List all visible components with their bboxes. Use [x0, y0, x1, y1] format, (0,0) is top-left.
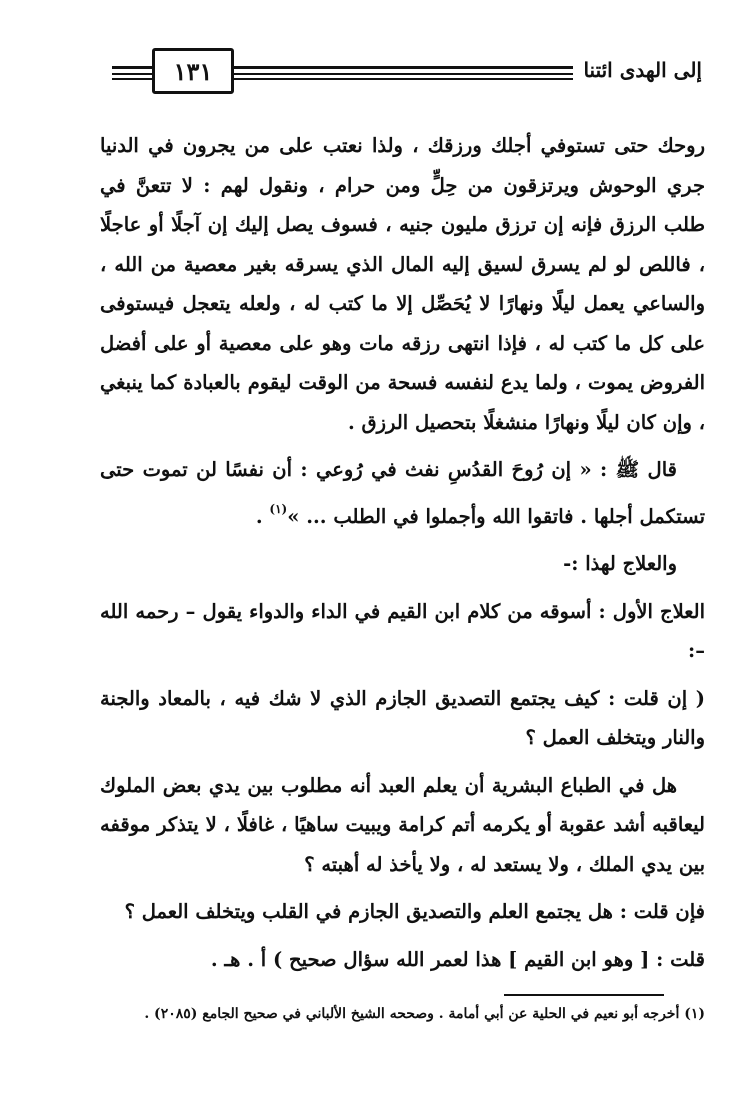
page-number: ١٣١ — [152, 48, 234, 94]
quote-paragraph: هل في الطباع البشرية أن يعلم العبد أنه مطلوب بين يدي بعض الملوك ليعاقبه أشد عقوبة أو يكرمه أتم كرامة ويبيت ساهيًا ، غافلًا ، لا يتذكر موقفه بين يدي الملك ، ولا يستعد له ، ولا يأخذ له أهبته ؟ — [100, 773, 705, 876]
cure-heading: والعلاج لهذا :- — [563, 552, 677, 575]
running-title: إلى الهدى ائتنا — [573, 58, 702, 82]
paragraph: روحك حتى تستوفي أجلك ورزقك ، ولذا نعتب على من يجرون في الدنيا جري الوحوش ويرتزقون من حِلٍّ ومن حرام ، ونقول لهم : لا تتعنَّ في طلب الرزق فإنه إن ترزق مليون جنيه ، فسوف يصل إليك إن آجلًا أو عاجلًا ، فاللص لو لم يسرق لسيق إليه المال الذي يسرقه بغير معصية من الله ، والساعي يعمل ليلًا ونهارًا لا يُحَصِّل إلا ما كتب له ، ولعله يتعجل فيستوفى على كل ما كتب له ، فإذا انتهى رزقه مات وهو على معصية أو على أفضل الفروض يموت ، ولما يدع لنفسه فسحة من الوقت ليقوم بالعبادة كما ينبغي ، وإن كان ليلًا ونهارًا منشغلًا بتحصيل الرزق . — [100, 134, 705, 434]
cure-first: العلاج الأول : أسوقه من كلام ابن القيم في الداء والدواء يقول – رحمه الله –: — [100, 599, 705, 662]
hadith-end: . — [255, 504, 270, 528]
main-text — [100, 126, 705, 979]
footnote-rule — [504, 994, 664, 996]
quote-question-2: فإن قلت : هل يجتمع العلم والتصديق الجازم في القلب ويتخلف العمل ؟ — [124, 900, 705, 923]
hadith-text: قال ﷺ : « إن رُوحَ القدُسِ نفث في رُوعي : أن نفسًا لن تموت حتى تستكمل أجلها . فاتقوا الله وأجملوا في الطلب ... » — [100, 458, 705, 528]
page-header — [112, 40, 702, 92]
quote-question: ( إن قلت : كيف يجتمع التصديق الجازم الذي لا شك فيه ، بالمعاد والجنة والنار ويتخلف العمل ؟ — [100, 686, 705, 749]
footnote: (١) أخرجه أبو نعيم في الحلية عن أبي أمامة . وصححه الشيخ الألباني في صحيح الجامع (٢٠٨٥) . — [144, 1006, 705, 1022]
quote-answer: قلت : [ وهو ابن القيم ] هذا لعمر الله سؤال صحيح ) أ . هـ . — [210, 947, 705, 971]
hadith-paragraph — [100, 450, 705, 536]
footnote-ref: (١) — [269, 501, 288, 516]
